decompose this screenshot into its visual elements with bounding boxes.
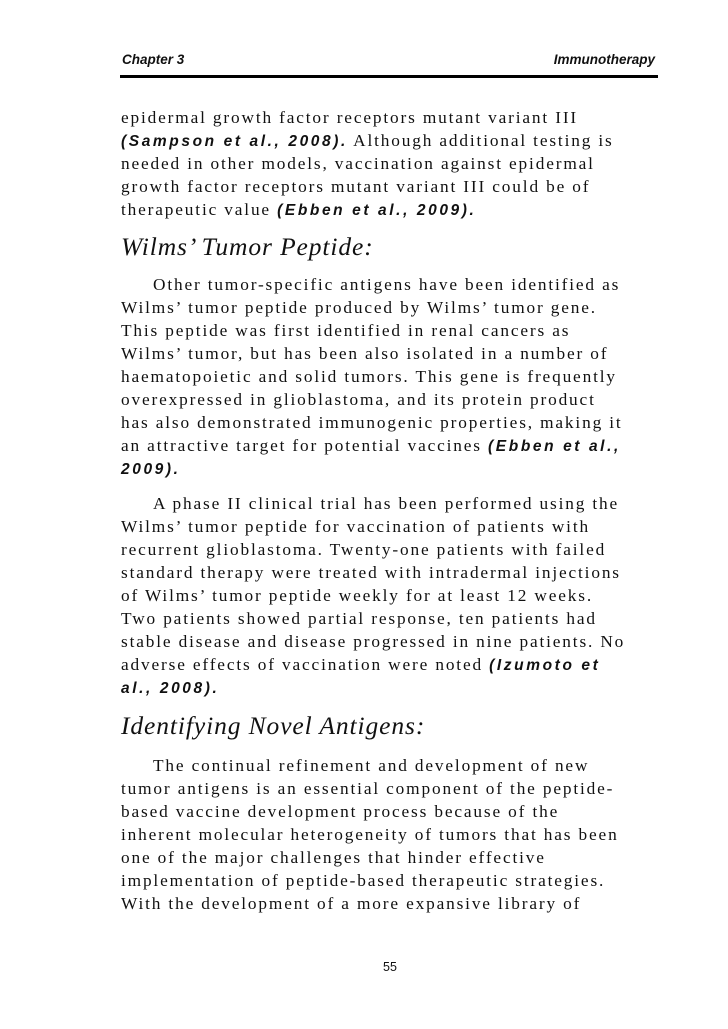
text-line: growth factor receptors mutant variant III could be of: [121, 177, 591, 196]
line-text: Although additional testing is: [347, 131, 614, 150]
text-line: Two patients showed partial response, ten patients had: [121, 609, 597, 628]
text-line: Wilms’ tumor, but has been also isolated in a number of: [121, 344, 609, 363]
line-text: adverse effects of vaccination were noted: [121, 655, 490, 674]
text-line: of Wilms’ tumor peptide weekly for at least 12 weeks.: [121, 586, 594, 605]
text-line: has also demonstrated immunogenic properties, making it: [121, 413, 623, 432]
text-line: [121, 655, 600, 676]
text-line: With the development of a more expansive library of: [121, 894, 582, 913]
section-heading: Wilms’ Tumor Peptide:: [121, 232, 374, 261]
text-line: Wilms’ tumor peptide produced by Wilms’ tumor gene.: [121, 298, 597, 317]
text-line: stable disease and disease progressed in nine patients. No: [121, 632, 626, 651]
text-line: [121, 459, 181, 480]
text-line: This peptide was first identified in renal cancers as: [121, 321, 571, 340]
citation: (Sampson et al., 2008).: [121, 133, 348, 150]
text-line: tumor antigens is an essential component of the peptide-: [121, 779, 615, 798]
citation: (Ebben et al., 2009).: [277, 202, 477, 219]
line-text: an attractive target for potential vaccines: [121, 436, 489, 455]
citation: al., 2008).: [121, 680, 220, 697]
section-heading: Identifying Novel Antigens:: [121, 711, 426, 740]
text-line: epidermal growth factor receptors mutant variant III: [121, 108, 579, 127]
text-line: inherent molecular heterogeneity of tumors that has been: [121, 825, 619, 844]
text-line: [121, 436, 621, 457]
page-number: 55: [383, 960, 397, 974]
text-line: overexpressed in glioblastoma, and its protein product: [121, 390, 596, 409]
text-line: haematopoietic and solid tumors. This gene is frequently: [121, 367, 617, 386]
text-line: needed in other models, vaccination against epidermal: [121, 154, 595, 173]
citation: (Izumoto et: [489, 657, 601, 674]
page-header: [122, 52, 655, 70]
line-text: therapeutic value: [121, 200, 278, 219]
text-line: Other tumor-specific antigens have been identified as: [153, 275, 621, 294]
text-line: [121, 678, 219, 699]
citation: 2009).: [121, 461, 181, 478]
text-line: Wilms’ tumor peptide for vaccination of patients with: [121, 517, 590, 536]
text-line: [121, 131, 614, 152]
text-line: based vaccine development process because of the: [121, 802, 560, 821]
text-line: The continual refinement and development of new: [153, 756, 590, 775]
text-line: [121, 200, 476, 221]
text-line: implementation of peptide-based therapeutic strategies.: [121, 871, 606, 890]
text-line: recurrent glioblastoma. Twenty-one patients with failed: [121, 540, 607, 559]
text-line: standard therapy were treated with intradermal injections: [121, 563, 621, 582]
text-line: A phase II clinical trial has been performed using the: [153, 494, 620, 513]
header-rule: [120, 75, 658, 78]
text-line: one of the major challenges that hinder effective: [121, 848, 546, 867]
chapter-label: Chapter 3: [122, 52, 185, 67]
section-label: Immunotherapy: [553, 52, 655, 67]
citation: (Ebben et al.,: [488, 438, 621, 455]
